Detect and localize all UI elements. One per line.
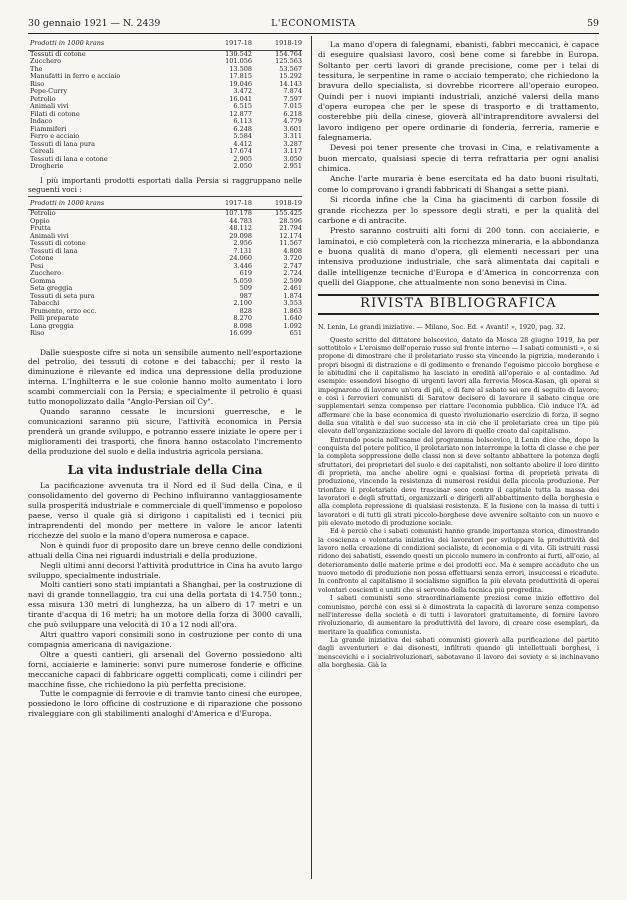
value-1918-19: 651	[289, 329, 302, 337]
value-1917-18: 107.178	[225, 209, 252, 217]
persia-commentary	[28, 348, 302, 457]
value-1917-18: 3.472	[233, 87, 252, 95]
paragraph: Altri quattro vapori consimili sono in costruzione per conto di una compagnia americana di navigazione.	[28, 629, 302, 649]
value-1917-18: 16.699	[229, 329, 252, 337]
table-row	[28, 163, 302, 171]
table-row	[28, 225, 302, 233]
imports-table	[28, 40, 302, 171]
value-1917-18: 13.508	[229, 64, 252, 73]
product-label: Tessuti di cotone	[30, 49, 86, 58]
paragraph: Dalle suesposte cifre si nota un sensibile aumento nell'esportazione del petrolio, dei tessuti di cotone e dei tabacchi; per il resto la diminuzione è rilevante ed indica una depressione della produzione interna. L'Inghilterra e le sue colonie hanno molto aumentato i loro scambi commerciali con la Persia; e specialmente il petrolio è quasi tutto monopolizzato dalla "Anglo-Persian oil Cy".	[28, 347, 302, 407]
page-number: 59	[587, 18, 599, 29]
value-1917-18: 3.446	[233, 261, 252, 270]
product-label: Lana greggia	[30, 321, 74, 330]
product-label: Zucchero	[30, 57, 62, 65]
product-label: Ferro e acciaio	[30, 132, 80, 140]
value-1917-18: 24.060	[229, 254, 252, 262]
value-1917-18: 2.956	[233, 239, 252, 247]
value-1918-19: 1.640	[283, 314, 302, 322]
product-label: Tabacchi	[30, 299, 60, 307]
paragraph: Oltre a questi cantieri, gli arsenali del Governo possiedono alti forni, acciaierie e laminerie: sonvi pure numerose fonderie e officine meccaniche capaci di fabbricare oggetti complicati, come i cilindri per macchine fisse, che richiedono la più perfetta precisione.	[28, 649, 302, 689]
value-1917-18: 17.815	[229, 72, 252, 80]
table-row	[28, 73, 302, 81]
product-label: Indaco	[30, 117, 53, 125]
china-article-start	[28, 481, 302, 719]
right-column	[318, 40, 599, 669]
product-label: Riso	[30, 329, 45, 337]
product-label: Gomma	[30, 276, 56, 285]
paragraph: Negli ultimi anni decorsi l'attività produttrice in Cina ha avuto largo sviluppo, specialmente industriale.	[28, 560, 302, 580]
value-1918-19: 28.596	[279, 216, 302, 225]
section-title: La vita industriale della Cina	[67, 463, 263, 478]
value-1917-18: 7.131	[233, 246, 252, 255]
value-1917-18: 5.584	[233, 132, 252, 140]
paragraph: Ed è perciò che i sabati comunisti hanno grande importanza storica, dimostrando la coscienza e volontaria iniziativa dei lavoratori per sviluppare la produttività del lavoro nella creazione di condizioni socialiste, di economia e di vita. Gli istruiti russi ridono dei sabatisti, essendo questi un piccolo numero in confronto ai furti, all'ozio, al deterioramento delle materie prime e dei prodotti ecc. Ma è sempre accaduto che un nuovo metodo di produzione non possa effettuarsi senza errori, insuccessi e ricadute. In confronto al capitalismo il socialismo significa la più elevata produttività di operai volontari coscienti e uniti che si servono della tecnica più progredita.	[318, 527, 599, 594]
product-label: Tessuti di seta pura	[30, 291, 95, 300]
value-1917-18: 6.515	[233, 102, 252, 110]
paragraph: Quando saranno cessate le incursioni guerresche, e le comunicazioni saranno più sicure, l'attività economica in Persia prenderà un grande sviluppo, e potranno essere iniziate le opere per i miglioramenti dei trasporti, che finora hanno ostacolato l'incremento della produzione del suolo e della industria agricola persiana.	[28, 406, 302, 456]
value-1918-19: 7.874	[283, 87, 302, 95]
table-row	[28, 330, 302, 338]
value-1918-19: 1.863	[283, 306, 302, 315]
value-1918-19: 2.599	[283, 276, 302, 285]
table-title: Prodotti in 1000 krans	[30, 39, 105, 47]
value-1918-19: 154.764	[275, 49, 302, 58]
paragraph: La mano d'opera di falegnami, ebanisti, fabbri meccanici, è capace di eseguire qualsiasi lavoro, così bene come si farebbe in Europa. Soltanto per certi lavori di grande precisione, come per i telai di tessitura, le serpentine in rame o acciaio temperato, che richiedono la bravura dello specialista, si dovrebbe ricorrere all'operaio europeo. Quindi per i nuovi impianti industriali, anziché valersi della mano d'opera europea che per le spese di trasporto e di trattamento, costerebbe più della cinese, gioverà all'intraprenditore avvalersi del lavoro indigeno per opere ordinarie di fonderia, ferreria, ramerie e falegnameria.	[318, 40, 599, 143]
table-row	[28, 58, 302, 66]
product-label: Zucchero	[30, 269, 62, 277]
value-1917-18: 8.270	[233, 314, 252, 322]
paragraph: Entrando poscia nell'esame del programma bolscevico, il Lenin dice che, dopo la conquista del potere politico, il proletariato non interrompe la lotta di classe e che per la completa soppressione delle classi non si deve soltanto abbattere la potenza degli sfruttatori, dei proprietari del suolo e dei capitalisti, non soltanto abolire il loro diritto di proprietà, ma anche abolire ogni e qualsiasi forma di proprietà privata di produzione, vincendo la resistenza di numerosi residui della piccola produzione. Per trionfare il proletariato deve trascinar seco contro il capitale tutta la massa dei lavoratori e degli sfruttati, organizzarli e dirigerli all'abbattimento della borghesia e alla completa repressione di qualsiasi resistenza. E la fusione con la massa di tutti i lavoratori e di tutti gli strati piccolo-borghese deve avvenire soltanto con un nuovo e più elevato metodo di produzione sociale.	[318, 435, 599, 528]
value-1918-19: 11.567	[279, 239, 302, 247]
year-header: 1918-19	[274, 39, 302, 47]
product-label: Cotone	[30, 254, 54, 262]
value-1918-19: 4.779	[283, 117, 302, 125]
paragraph: Questo scritto del dittatore bolscevico, datato da Mosca 28 giugno 1919, ha per sottotitolo « L'eroismo dell'operaio russo sul fronte interno — I sabati comunisti », e si propone di dimostrare che il proletariato russo sta vincendo la pigrizia, moderando i propri bisogni di distrazione e di godimento e frenando l'egoismo piccolo borghese e le abitudini che il capitalismo ha lasciato in eredità all'operaio e al contadino. Ad esempio: essendovi bisogno di urgenti lavori alla ferrovia Mosca-Kasan, gli operai si impegnarono di lavorare un'ora di più, e di fare al sabato sei ore di seguito di lavoro; e così i ferrovieri comunisti di Saratow decisero di lavorare il sabato cinque ore supplementari senza compenso per riattare l'economia pubblica. Ciò induce l'A. ad affermare che la base economica di questo rivoluzionario esercizio di forza, il segno della sua vitalità e del suo successo sta in ciò che il proletariato crea un tipo più elevato dell'organizzazione sociale del lavoro di quello creato dal capitalismo.	[318, 335, 599, 436]
paragraph: I sabati comunisti sono straordinariamente preziosi come inizio effettivo del comunismo, perché con essi si è dimostrata la capacità di lavorare senza compenso nell'interesse della società e di tutti i lavoratori gratuitamente, di fornire lavoro rivoluzionario, di aumentare la produttività del lavoro, di creare cose esemplari, da meritare la qualifica comunista.	[318, 594, 599, 636]
journal-title: L'ECONOMISTA	[271, 18, 356, 29]
product-label: Drogherie	[30, 162, 64, 170]
table-row	[28, 255, 302, 263]
rivista-heading: RIVISTA BIBLIOGRAFICA	[318, 294, 599, 315]
value-1917-18: 44.783	[229, 216, 252, 225]
table-row	[28, 156, 302, 164]
value-1917-18: 619	[239, 269, 252, 277]
column-divider	[311, 36, 312, 879]
value-1917-18: 828	[239, 306, 252, 315]
year-header: 1917-18	[224, 198, 252, 207]
value-1918-19: 2.747	[283, 261, 302, 270]
value-1918-19: 21.794	[279, 224, 302, 232]
bibliography-entry: N. Lenin, Le grandi iniziative. — Milano, Soc. Ed. « Avanti! », 1920, pag. 32.	[318, 323, 566, 332]
product-label: Tessuti di lana pura	[30, 139, 96, 148]
value-1918-19: 4.808	[283, 246, 302, 255]
product-label: Frumento, orzo ecc.	[30, 306, 97, 315]
product-label: Oppio	[30, 216, 50, 225]
value-1917-18: 8.098	[233, 321, 252, 330]
product-label: Tessuti di lana	[30, 246, 78, 255]
value-1918-19: 3.050	[283, 154, 302, 163]
value-1918-19: 7.015	[283, 102, 302, 110]
value-1918-19: 2.461	[283, 284, 302, 292]
value-1918-19: 3.601	[283, 124, 302, 133]
paragraph: Si ricorda infine che la Cina ha giacimenti di carbon fossile di grande ricchezza per lo spessore degli strati, e per la qualità del carbone e di antracite.	[318, 195, 599, 225]
value-1917-18: 19.046	[229, 79, 252, 88]
paragraph: Tutte le compagnie di ferrovie e di tramvie tanto cinesi che europee, possiedono le loro officine di costruzione e di riparazione che possono rivaleggiare con gli stabilimenti analoghi d'America e d'Europa.	[28, 689, 302, 719]
product-label: Pelli preparate	[30, 314, 79, 322]
left-column	[28, 40, 302, 719]
exports-intro: I più importanti prodotti esportati dalla Persia si raggruppano nelle seguenti voci :	[28, 175, 302, 194]
value-1917-18: 130.542	[225, 49, 252, 58]
value-1918-19: 155.425	[275, 209, 302, 217]
table-row	[28, 111, 302, 119]
product-label: Riso	[30, 79, 45, 88]
value-1917-18: 2.050	[233, 162, 252, 170]
value-1918-19: 1.092	[283, 321, 302, 330]
value-1918-19: 3.287	[283, 139, 302, 148]
table-rule	[28, 196, 302, 197]
product-label: Pesi	[30, 261, 44, 270]
value-1917-18: 4.412	[233, 139, 252, 148]
value-1917-18: 12.877	[229, 109, 252, 118]
table-row	[28, 323, 302, 331]
product-label: Pepe-Curry	[30, 87, 68, 95]
value-1918-19: 15.292	[279, 72, 302, 80]
product-label: The	[30, 64, 43, 73]
value-1918-19: 3.311	[283, 132, 302, 140]
table-row	[28, 118, 302, 126]
table-row	[28, 293, 302, 301]
table-row	[28, 51, 302, 59]
product-label: Tessuti di lana e cotone	[30, 154, 108, 163]
product-label: Manufatti in ferro e acciaio	[30, 72, 121, 80]
china-article-end	[318, 40, 599, 288]
product-label: Petrolio	[30, 94, 56, 103]
value-1917-18: 17.674	[229, 147, 252, 155]
table-row	[28, 88, 302, 96]
product-label: Animali vivi	[30, 102, 69, 110]
value-1917-18: 6.113	[233, 117, 252, 125]
paragraph: Anche l'arte muraria è bene esercitata ed ha dato buoni risultati, come lo comprovano i grandi fabbricati di Shangai a sette piani.	[318, 174, 599, 194]
table-row	[28, 218, 302, 226]
table-row	[28, 263, 302, 271]
value-1918-19: 6.218	[283, 109, 302, 118]
product-label: Tessuti di cotone	[30, 239, 86, 247]
value-1918-19: 3.720	[283, 254, 302, 262]
value-1917-18: 5.059	[233, 276, 252, 285]
product-label: Filati di cotone	[30, 109, 80, 118]
value-1918-19: 12.174	[279, 231, 302, 240]
paragraph: Molti cantieri sono stati impiantati a Shanghai, per la costruzione di navi di grande tonnellaggio, tra cui una della portata di 14.750 tonn.; essa misura 130 metri di lunghezza, ha un albero di 17 metri e un tirante d'acqua di 16 metri; ha un motore della forza di 3000 cavalli, che può sviluppare una velocità di 10 a 12 nodi all'ora.	[28, 580, 302, 630]
value-1917-18: 16.041	[229, 94, 252, 103]
product-label: Cereali	[30, 147, 54, 155]
exports-table	[28, 200, 302, 338]
value-1918-19: 1.874	[283, 291, 302, 300]
value-1917-18: 29.098	[229, 231, 252, 240]
value-1918-19: 53.567	[279, 64, 302, 73]
product-label: Seta greggia	[30, 284, 73, 292]
value-1917-18: 2.905	[233, 154, 252, 163]
paragraph: Devesi poi tener presente che trovasi in Cina, e relativamente a buon mercato, qualsiasi specie di terra refrattaria per ogni analisi chimica.	[318, 143, 599, 174]
value-1918-19: 3.553	[283, 299, 302, 307]
paragraph: Presto saranno costruiti alti forni di 200 tonn. con acciaierie, e laminatoi, e ciò completerà con la ricchezza mineraria, e la abbondanza e buona qualità di mano d'opera, gli elementi necessari per una intensiva produzione industriale, che sarà alimentata dai capitali e dalle intelligenze tecniche d'Europa e d'America in concorrenza con quelli del Giappone, che attualmente non sono benevisi in Cina.	[318, 226, 599, 287]
page-header	[28, 18, 599, 34]
paragraph: La grande iniziativa dei sabati comunisti gioverà alla purificazione del partito dagli avventurieri e dai disonesti, infiltrati quando gli intellettuali borghesi, i menscevichi e i socialrivoluzionari, sabotavano il lavoro dei soviety e si inchinavano alla borghesia. Già la	[318, 635, 599, 669]
table-row	[28, 270, 302, 278]
table-row	[28, 141, 302, 149]
product-label: Frutta	[30, 224, 51, 232]
product-label: Petrolio	[30, 209, 56, 217]
paragraph: La pacificazione avvenuta tra il Nord ed il Sud della Cina, e il consolidamento del governo di Pechino influiranno vantaggiosamente sulla prosperità industriale e commerciale di quell'immenso e popoloso paese, verso il quale già si dirigono i capitalisti ed i tecnici più intraprendenti del mondo per mettere in valore le ancor latenti ricchezze del suolo e la mano d'opera numerosa e capace.	[28, 481, 302, 540]
value-1918-19: 14.143	[279, 79, 302, 88]
book-review	[318, 336, 599, 670]
year-header: 1918-19	[274, 198, 302, 207]
value-1917-18: 6.248	[233, 124, 252, 133]
value-1918-19: 2.724	[283, 269, 302, 277]
product-label: Fiammiferi	[30, 124, 67, 133]
value-1918-19: 7.597	[283, 94, 302, 103]
header-rule	[28, 33, 599, 34]
value-1917-18: 2.100	[233, 299, 252, 307]
table-title: Prodotti in 1000 krans	[30, 198, 105, 207]
year-header: 1917-18	[224, 39, 252, 47]
table-row	[28, 210, 302, 218]
paragraph: Non è quindi fuor di proposito dare un breve cenno delle condizioni attuali della Cina nei riguardi industriali e della produzione.	[28, 540, 302, 560]
table-row	[28, 248, 302, 256]
value-1917-18: 101.056	[225, 57, 252, 65]
value-1918-19: 3.117	[283, 147, 302, 155]
issue-date: 30 gennaio 1921 — N. 2439	[28, 18, 161, 29]
value-1918-19: 125.563	[275, 57, 302, 65]
product-label: Animali vivi	[30, 231, 69, 240]
table-row	[28, 81, 302, 89]
value-1917-18: 987	[239, 291, 252, 300]
value-1917-18: 509	[239, 284, 252, 292]
table-row	[28, 96, 302, 104]
value-1917-18: 48.112	[229, 224, 252, 232]
value-1918-19: 2.951	[283, 162, 302, 170]
